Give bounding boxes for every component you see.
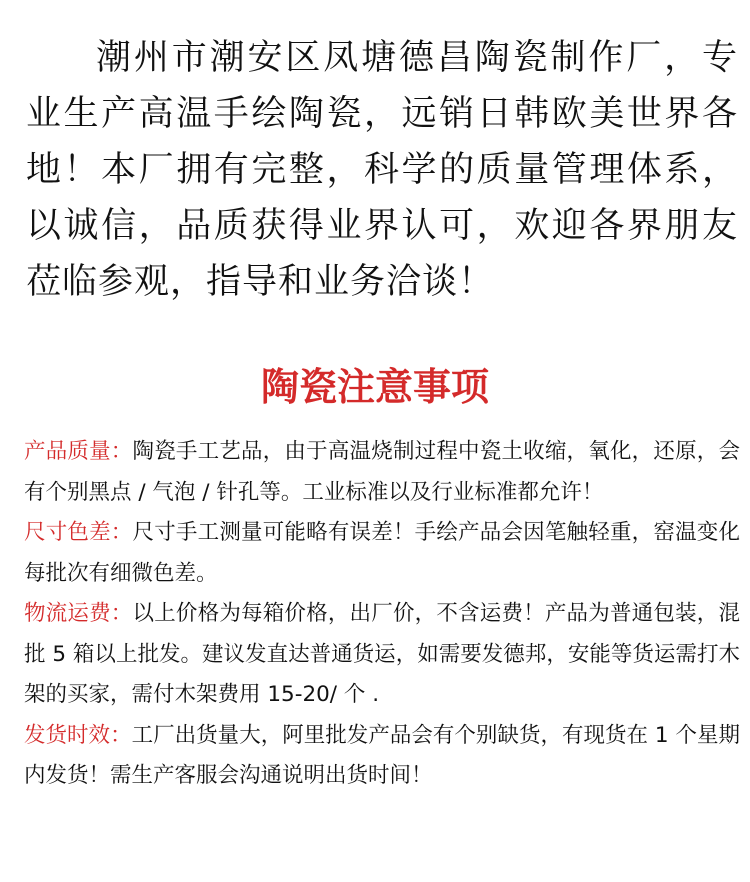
notice-text: 陶瓷手工艺品，由于高温烧制过程中瓷土收缩，氧化，还原，会有个别黑点 / 气泡 / 针孔等。工业标准以及行业标准都允许！ — [24, 439, 740, 505]
notice-text: 工厂出货量大，阿里批发产品会有个别缺货，有现货在 1 个星期内发货！需生产客服会沟通说明出货时间！ — [24, 722, 740, 788]
notice-text: 以上价格为每箱价格，出厂价，不含运费！产品为普通包装，混批 5 箱以上批发。建议发直达普通货运，如需要发德邦，安能等货运需打木架的买家，需付木架费用 15-20/ 个 . — [24, 601, 740, 707]
notice-label: 尺寸色差： — [24, 520, 133, 545]
notice-label: 发货时效： — [24, 722, 132, 748]
notice-title: 陶瓷注意事项 — [260, 365, 489, 409]
notice-logistics — [24, 594, 740, 716]
notice-text: 尺寸手工测量可能略有误差！手绘产品会因笔触轻重，窑温变化每批次有细微色差。 — [24, 520, 740, 586]
intro-paragraph: 潮州市潮安区凤塘德昌陶瓷制作厂，专业生产高温手绘陶瓷，远销日韩欧美世界各地！本厂拥有完整，科学的质量管理体系，以诚信，品质获得业界认可，欢迎各界朋友莅临参观，指导和业务洽谈！ — [26, 38, 738, 302]
notice-list — [24, 432, 740, 797]
notice-product-quality — [24, 432, 740, 513]
notice-shipping-time — [24, 716, 740, 797]
notice-label: 物流运费： — [24, 601, 133, 626]
notice-label: 产品质量： — [24, 439, 133, 464]
notice-size-color — [24, 513, 740, 594]
